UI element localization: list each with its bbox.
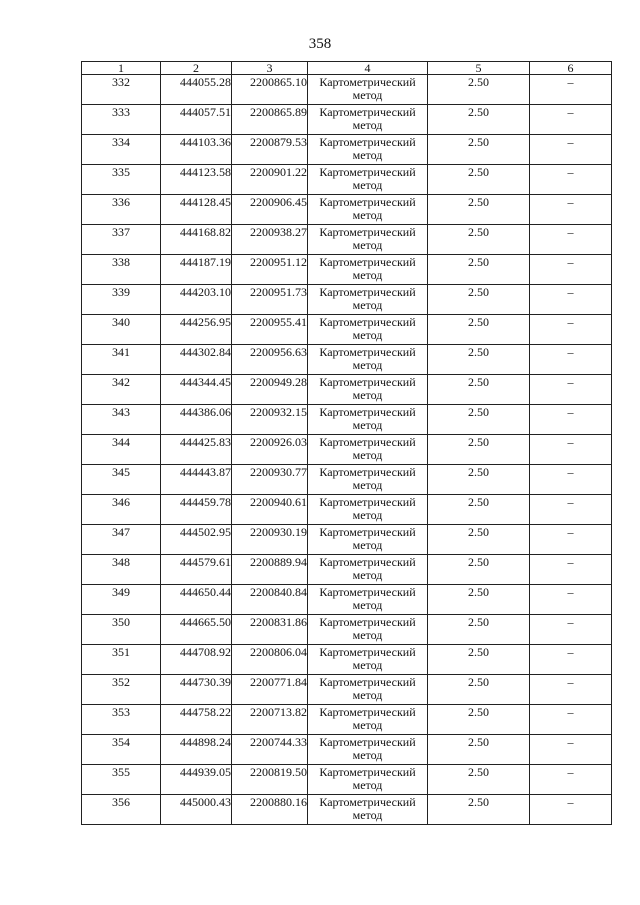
method-cell: Картометрический метод — [308, 75, 428, 105]
x-coordinate-cell: 444459.78 — [161, 495, 232, 525]
point-number-cell: 355 — [82, 765, 161, 795]
x-coordinate-cell: 444502.95 — [161, 525, 232, 555]
note-cell: – — [530, 585, 612, 615]
point-number-cell: 348 — [82, 555, 161, 585]
table-row — [82, 465, 612, 495]
point-number-cell: 337 — [82, 225, 161, 255]
y-coordinate-cell: 2200940.61 — [232, 495, 308, 525]
note-cell: – — [530, 555, 612, 585]
accuracy-cell: 2.50 — [428, 645, 530, 675]
y-coordinate-cell: 2200956.63 — [232, 345, 308, 375]
x-coordinate-cell: 444443.87 — [161, 465, 232, 495]
point-number-cell: 354 — [82, 735, 161, 765]
x-coordinate-cell: 444103.36 — [161, 135, 232, 165]
x-coordinate-cell: 444344.45 — [161, 375, 232, 405]
y-coordinate-cell: 2200930.77 — [232, 465, 308, 495]
x-coordinate-cell: 444256.95 — [161, 315, 232, 345]
x-coordinate-cell: 444650.44 — [161, 585, 232, 615]
point-number-cell: 356 — [82, 795, 161, 825]
note-cell: – — [530, 255, 612, 285]
y-coordinate-cell: 2200831.86 — [232, 615, 308, 645]
table-row — [82, 285, 612, 315]
point-number-cell: 333 — [82, 105, 161, 135]
method-cell: Картометрический метод — [308, 615, 428, 645]
accuracy-cell: 2.50 — [428, 315, 530, 345]
y-coordinate-cell: 2200744.33 — [232, 735, 308, 765]
method-cell: Картометрический метод — [308, 195, 428, 225]
y-coordinate-cell: 2200949.28 — [232, 375, 308, 405]
note-cell: – — [530, 645, 612, 675]
x-coordinate-cell: 444579.61 — [161, 555, 232, 585]
x-coordinate-cell: 444203.10 — [161, 285, 232, 315]
note-cell: – — [530, 285, 612, 315]
y-coordinate-cell: 2200932.15 — [232, 405, 308, 435]
x-coordinate-cell: 444708.92 — [161, 645, 232, 675]
x-coordinate-cell: 445000.43 — [161, 795, 232, 825]
y-coordinate-cell: 2200771.84 — [232, 675, 308, 705]
note-cell: – — [530, 795, 612, 825]
note-cell: – — [530, 165, 612, 195]
y-coordinate-cell: 2200713.82 — [232, 705, 308, 735]
point-number-cell: 347 — [82, 525, 161, 555]
note-cell: – — [530, 345, 612, 375]
method-cell: Картометрический метод — [308, 165, 428, 195]
y-coordinate-cell: 2200806.04 — [232, 645, 308, 675]
table-row — [82, 525, 612, 555]
accuracy-cell: 2.50 — [428, 555, 530, 585]
table-row — [82, 765, 612, 795]
point-number-cell: 350 — [82, 615, 161, 645]
x-coordinate-cell: 444187.19 — [161, 255, 232, 285]
point-number-cell: 342 — [82, 375, 161, 405]
y-coordinate-cell: 2200930.19 — [232, 525, 308, 555]
accuracy-cell: 2.50 — [428, 705, 530, 735]
accuracy-cell: 2.50 — [428, 195, 530, 225]
x-coordinate-cell: 444302.84 — [161, 345, 232, 375]
column-header: 1 — [82, 62, 161, 75]
table-row — [82, 615, 612, 645]
method-cell: Картометрический метод — [308, 735, 428, 765]
column-header: 2 — [161, 62, 232, 75]
y-coordinate-cell: 2200951.73 — [232, 285, 308, 315]
y-coordinate-cell: 2200865.89 — [232, 105, 308, 135]
accuracy-cell: 2.50 — [428, 435, 530, 465]
accuracy-cell: 2.50 — [428, 345, 530, 375]
column-header: 4 — [308, 62, 428, 75]
column-number-row — [82, 62, 612, 75]
method-cell: Картометрический метод — [308, 525, 428, 555]
x-coordinate-cell: 444939.05 — [161, 765, 232, 795]
method-cell: Картометрический метод — [308, 375, 428, 405]
note-cell: – — [530, 525, 612, 555]
table-row — [82, 495, 612, 525]
method-cell: Картометрический метод — [308, 585, 428, 615]
x-coordinate-cell: 444665.50 — [161, 615, 232, 645]
table-header — [82, 62, 612, 75]
accuracy-cell: 2.50 — [428, 405, 530, 435]
method-cell: Картометрический метод — [308, 465, 428, 495]
x-coordinate-cell: 444055.28 — [161, 75, 232, 105]
point-number-cell: 334 — [82, 135, 161, 165]
note-cell: – — [530, 495, 612, 525]
table-row — [82, 225, 612, 255]
method-cell: Картометрический метод — [308, 675, 428, 705]
accuracy-cell: 2.50 — [428, 255, 530, 285]
column-header: 3 — [232, 62, 308, 75]
note-cell: – — [530, 705, 612, 735]
method-cell: Картометрический метод — [308, 405, 428, 435]
x-coordinate-cell: 444730.39 — [161, 675, 232, 705]
x-coordinate-cell: 444168.82 — [161, 225, 232, 255]
table-row — [82, 705, 612, 735]
y-coordinate-cell: 2200951.12 — [232, 255, 308, 285]
table-row — [82, 105, 612, 135]
table-row — [82, 645, 612, 675]
point-number-cell: 332 — [82, 75, 161, 105]
accuracy-cell: 2.50 — [428, 525, 530, 555]
point-number-cell: 346 — [82, 495, 161, 525]
accuracy-cell: 2.50 — [428, 615, 530, 645]
accuracy-cell: 2.50 — [428, 285, 530, 315]
accuracy-cell: 2.50 — [428, 465, 530, 495]
x-coordinate-cell: 444425.83 — [161, 435, 232, 465]
table-body — [82, 75, 612, 825]
method-cell: Картометрический метод — [308, 105, 428, 135]
note-cell: – — [530, 315, 612, 345]
method-cell: Картометрический метод — [308, 135, 428, 165]
y-coordinate-cell: 2200819.50 — [232, 765, 308, 795]
y-coordinate-cell: 2200889.94 — [232, 555, 308, 585]
accuracy-cell: 2.50 — [428, 375, 530, 405]
table-row — [82, 585, 612, 615]
method-cell: Картометрический метод — [308, 225, 428, 255]
note-cell: – — [530, 765, 612, 795]
y-coordinate-cell: 2200901.22 — [232, 165, 308, 195]
method-cell: Картометрический метод — [308, 495, 428, 525]
table-row — [82, 315, 612, 345]
method-cell: Картометрический метод — [308, 255, 428, 285]
accuracy-cell: 2.50 — [428, 765, 530, 795]
y-coordinate-cell: 2200906.45 — [232, 195, 308, 225]
method-cell: Картометрический метод — [308, 705, 428, 735]
method-cell: Картометрический метод — [308, 555, 428, 585]
table-row — [82, 375, 612, 405]
note-cell: – — [530, 405, 612, 435]
x-coordinate-cell: 444898.24 — [161, 735, 232, 765]
table-row — [82, 255, 612, 285]
note-cell: – — [530, 675, 612, 705]
note-cell: – — [530, 135, 612, 165]
table-row — [82, 165, 612, 195]
y-coordinate-cell: 2200840.84 — [232, 585, 308, 615]
y-coordinate-cell: 2200938.27 — [232, 225, 308, 255]
note-cell: – — [530, 225, 612, 255]
accuracy-cell: 2.50 — [428, 75, 530, 105]
column-header: 6 — [530, 62, 612, 75]
point-number-cell: 352 — [82, 675, 161, 705]
note-cell: – — [530, 735, 612, 765]
method-cell: Картометрический метод — [308, 435, 428, 465]
point-number-cell: 343 — [82, 405, 161, 435]
method-cell: Картометрический метод — [308, 645, 428, 675]
method-cell: Картометрический метод — [308, 795, 428, 825]
column-header: 5 — [428, 62, 530, 75]
point-number-cell: 341 — [82, 345, 161, 375]
point-number-cell: 353 — [82, 705, 161, 735]
accuracy-cell: 2.50 — [428, 495, 530, 525]
point-number-cell: 345 — [82, 465, 161, 495]
point-number-cell: 340 — [82, 315, 161, 345]
y-coordinate-cell: 2200880.16 — [232, 795, 308, 825]
point-number-cell: 349 — [82, 585, 161, 615]
note-cell: – — [530, 465, 612, 495]
table-row — [82, 75, 612, 105]
accuracy-cell: 2.50 — [428, 135, 530, 165]
table-row — [82, 435, 612, 465]
table-row — [82, 735, 612, 765]
y-coordinate-cell: 2200865.10 — [232, 75, 308, 105]
x-coordinate-cell: 444128.45 — [161, 195, 232, 225]
note-cell: – — [530, 375, 612, 405]
accuracy-cell: 2.50 — [428, 795, 530, 825]
point-number-cell: 351 — [82, 645, 161, 675]
method-cell: Картометрический метод — [308, 765, 428, 795]
method-cell: Картометрический метод — [308, 345, 428, 375]
note-cell: – — [530, 195, 612, 225]
x-coordinate-cell: 444057.51 — [161, 105, 232, 135]
point-number-cell: 344 — [82, 435, 161, 465]
table-row — [82, 135, 612, 165]
accuracy-cell: 2.50 — [428, 675, 530, 705]
note-cell: – — [530, 615, 612, 645]
point-number-cell: 339 — [82, 285, 161, 315]
table-row — [82, 795, 612, 825]
point-number-cell: 338 — [82, 255, 161, 285]
accuracy-cell: 2.50 — [428, 585, 530, 615]
accuracy-cell: 2.50 — [428, 735, 530, 765]
note-cell: – — [530, 75, 612, 105]
x-coordinate-cell: 444758.22 — [161, 705, 232, 735]
point-number-cell: 336 — [82, 195, 161, 225]
point-number-cell: 335 — [82, 165, 161, 195]
x-coordinate-cell: 444386.06 — [161, 405, 232, 435]
table-row — [82, 405, 612, 435]
coordinates-table — [81, 61, 612, 825]
table-row — [82, 345, 612, 375]
x-coordinate-cell: 444123.58 — [161, 165, 232, 195]
y-coordinate-cell: 2200926.03 — [232, 435, 308, 465]
note-cell: – — [530, 105, 612, 135]
y-coordinate-cell: 2200879.53 — [232, 135, 308, 165]
table-row — [82, 675, 612, 705]
method-cell: Картометрический метод — [308, 285, 428, 315]
note-cell: – — [530, 435, 612, 465]
accuracy-cell: 2.50 — [428, 225, 530, 255]
accuracy-cell: 2.50 — [428, 165, 530, 195]
table-row — [82, 195, 612, 225]
y-coordinate-cell: 2200955.41 — [232, 315, 308, 345]
page-number: 358 — [308, 36, 332, 52]
table-row — [82, 555, 612, 585]
accuracy-cell: 2.50 — [428, 105, 530, 135]
method-cell: Картометрический метод — [308, 315, 428, 345]
